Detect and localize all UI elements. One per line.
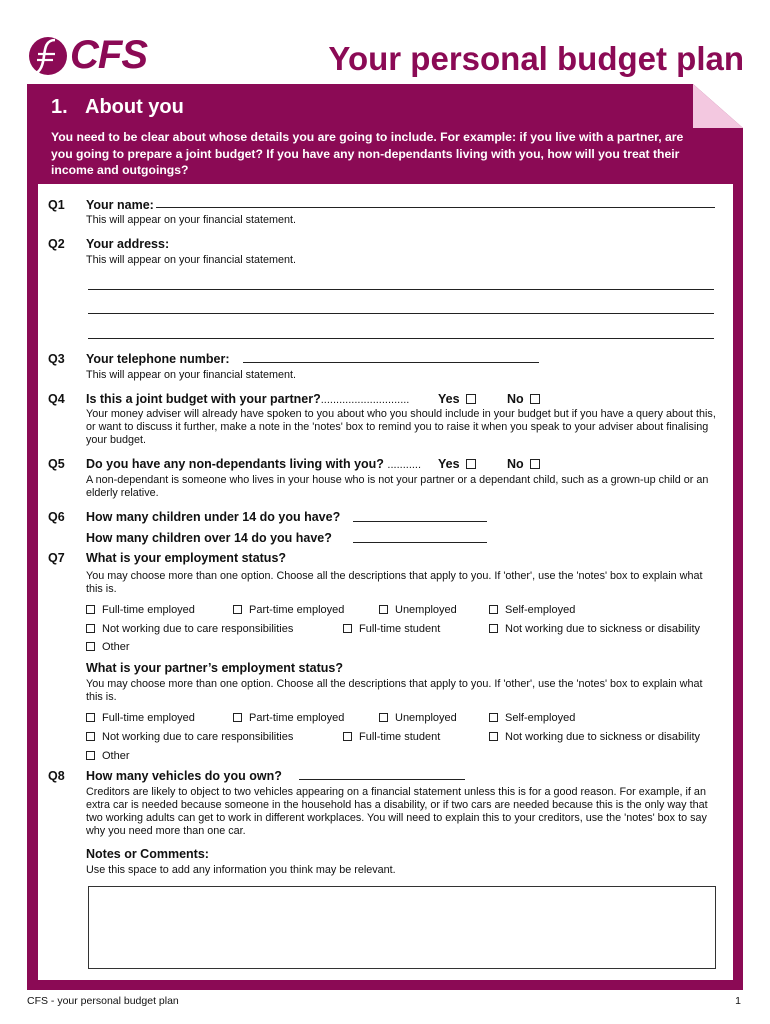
employment-option-student[interactable]: Full-time student bbox=[343, 623, 440, 635]
children-over-14-input-line[interactable] bbox=[353, 542, 487, 543]
section-title: About you bbox=[85, 96, 184, 118]
q4-help: Your money adviser will already have spoken to you about who you should include in your budget but if you have a query about this, or want to discuss it further, make a note in the 'notes' box to remind you to raise it when you speak to your adviser about finalising your budget. bbox=[86, 408, 716, 446]
checkbox[interactable] bbox=[233, 605, 242, 614]
q1-help: This will appear on your financial statement. bbox=[86, 214, 297, 226]
q1-number: Q1 bbox=[48, 198, 65, 212]
q5-label: Do you have any non-dependants living with you? ........... bbox=[86, 457, 422, 471]
partner-option-student[interactable]: Full-time student bbox=[343, 731, 440, 743]
q5-yes-checkbox[interactable] bbox=[466, 459, 476, 469]
employment-option-other[interactable]: Other bbox=[86, 641, 130, 653]
checkbox[interactable] bbox=[86, 732, 95, 741]
employment-option-sickness[interactable]: Not working due to sickness or disability bbox=[489, 623, 700, 635]
partner-option-care[interactable]: Not working due to care responsibilities bbox=[86, 731, 293, 743]
notes-label: Notes or Comments: bbox=[86, 847, 209, 861]
footer-text: CFS - your personal budget plan bbox=[27, 995, 179, 1007]
q2-label: Your address: bbox=[86, 237, 170, 251]
page-number: 1 bbox=[735, 995, 741, 1007]
q6-label-under: How many children under 14 do you have? bbox=[86, 510, 341, 524]
q4-label: Is this a joint budget with your partner?............................. bbox=[86, 392, 410, 406]
partner-option-sickness[interactable]: Not working due to sickness or disability bbox=[489, 731, 700, 743]
q1-label: Your name: bbox=[86, 198, 154, 212]
q8-number: Q8 bbox=[48, 769, 65, 783]
checkbox[interactable] bbox=[489, 732, 498, 741]
section-intro: You need to be clear about whose details you are going to include. For example: if you live with a partner, are you going to prepare a joint budget? If you have any non-dependants living with you, how will you treat their income and outgoings? bbox=[51, 130, 684, 177]
page-title: Your personal budget plan bbox=[328, 40, 744, 77]
employment-option-full-time[interactable]: Full-time employed bbox=[86, 604, 195, 616]
notes-help: Use this space to add any information you think may be relevant. bbox=[86, 864, 396, 876]
employment-option-part-time[interactable]: Part-time employed bbox=[233, 604, 344, 616]
checkbox[interactable] bbox=[343, 732, 352, 741]
telephone-input-line[interactable] bbox=[243, 362, 539, 363]
page-corner-fold bbox=[693, 84, 743, 128]
employment-option-unemployed[interactable]: Unemployed bbox=[379, 604, 457, 616]
checkbox[interactable] bbox=[86, 642, 95, 651]
address-line-1[interactable] bbox=[88, 289, 714, 290]
q3-number: Q3 bbox=[48, 352, 65, 366]
q5-no-checkbox[interactable] bbox=[530, 459, 540, 469]
notes-textarea[interactable] bbox=[88, 886, 716, 969]
checkbox[interactable] bbox=[233, 713, 242, 722]
q4-yes-checkbox[interactable] bbox=[466, 394, 476, 404]
q7-help: You may choose more than one option. Choose all the descriptions that apply to you. If 'other', use the 'notes' box to explain what this is. bbox=[86, 570, 703, 595]
q5-help: A non-dependant is someone who lives in your house who is not your partner or a dependant child, such as a grown-up child or an elderly relative. bbox=[86, 474, 709, 499]
q4-yes-option[interactable]: Yes bbox=[438, 392, 476, 406]
checkbox[interactable] bbox=[489, 713, 498, 722]
checkbox[interactable] bbox=[379, 713, 388, 722]
checkbox[interactable] bbox=[489, 605, 498, 614]
checkbox[interactable] bbox=[489, 624, 498, 633]
logo-text: CFS bbox=[70, 33, 147, 77]
q5-number: Q5 bbox=[48, 457, 65, 471]
vehicles-input-line[interactable] bbox=[299, 779, 465, 780]
partner-option-self-employed[interactable]: Self-employed bbox=[489, 712, 575, 724]
address-line-3[interactable] bbox=[88, 338, 714, 339]
employment-option-self-employed[interactable]: Self-employed bbox=[489, 604, 575, 616]
section-heading bbox=[51, 96, 184, 119]
q2-number: Q2 bbox=[48, 237, 65, 251]
checkbox[interactable] bbox=[379, 605, 388, 614]
partner-option-other[interactable]: Other bbox=[86, 750, 130, 762]
q7-label: What is your employment status? bbox=[86, 551, 287, 565]
q5-yes-option[interactable]: Yes bbox=[438, 457, 476, 471]
q2-help: This will appear on your financial statement. bbox=[86, 254, 297, 266]
employment-option-care[interactable]: Not working due to care responsibilities bbox=[86, 623, 293, 635]
q4-number: Q4 bbox=[48, 392, 65, 406]
q4-no-option[interactable]: No bbox=[507, 392, 540, 406]
partner-option-full-time[interactable]: Full-time employed bbox=[86, 712, 195, 724]
q3-help: This will appear on your financial statement. bbox=[86, 369, 297, 381]
q3-label: Your telephone number: bbox=[86, 352, 230, 366]
checkbox[interactable] bbox=[86, 751, 95, 760]
q5-no-option[interactable]: No bbox=[507, 457, 540, 471]
section-number: 1. bbox=[51, 96, 68, 118]
checkbox[interactable] bbox=[86, 713, 95, 722]
children-under-14-input-line[interactable] bbox=[353, 521, 487, 522]
q8-label: How many vehicles do you own? bbox=[86, 769, 282, 783]
q7-number: Q7 bbox=[48, 551, 65, 565]
q8-help: Creditors are likely to object to two vehicles appearing on a financial statement unless this is for a good reason. For example, if an extra car is needed because someone in the household has a disability, or if two cars are needed because this is the only way that two working adults can get to work in different workplaces. You will need to explain this to your creditors, use the 'notes' box to say why you need more than one car. bbox=[86, 786, 708, 837]
checkbox[interactable] bbox=[86, 605, 95, 614]
checkbox[interactable] bbox=[86, 624, 95, 633]
partner-option-unemployed[interactable]: Unemployed bbox=[379, 712, 457, 724]
partner-employment-label: What is your partner’s employment status? bbox=[86, 661, 343, 675]
address-line-2[interactable] bbox=[88, 313, 714, 314]
partner-option-part-time[interactable]: Part-time employed bbox=[233, 712, 344, 724]
partner-employment-help: You may choose more than one option. Choose all the descriptions that apply to you. If 'other', use the 'notes' box to explain what this is. bbox=[86, 678, 703, 703]
name-input-line[interactable] bbox=[156, 207, 715, 208]
checkbox[interactable] bbox=[343, 624, 352, 633]
q6-number: Q6 bbox=[48, 510, 65, 524]
q4-no-checkbox[interactable] bbox=[530, 394, 540, 404]
q6-label-over: How many children over 14 do you have? bbox=[86, 531, 332, 545]
